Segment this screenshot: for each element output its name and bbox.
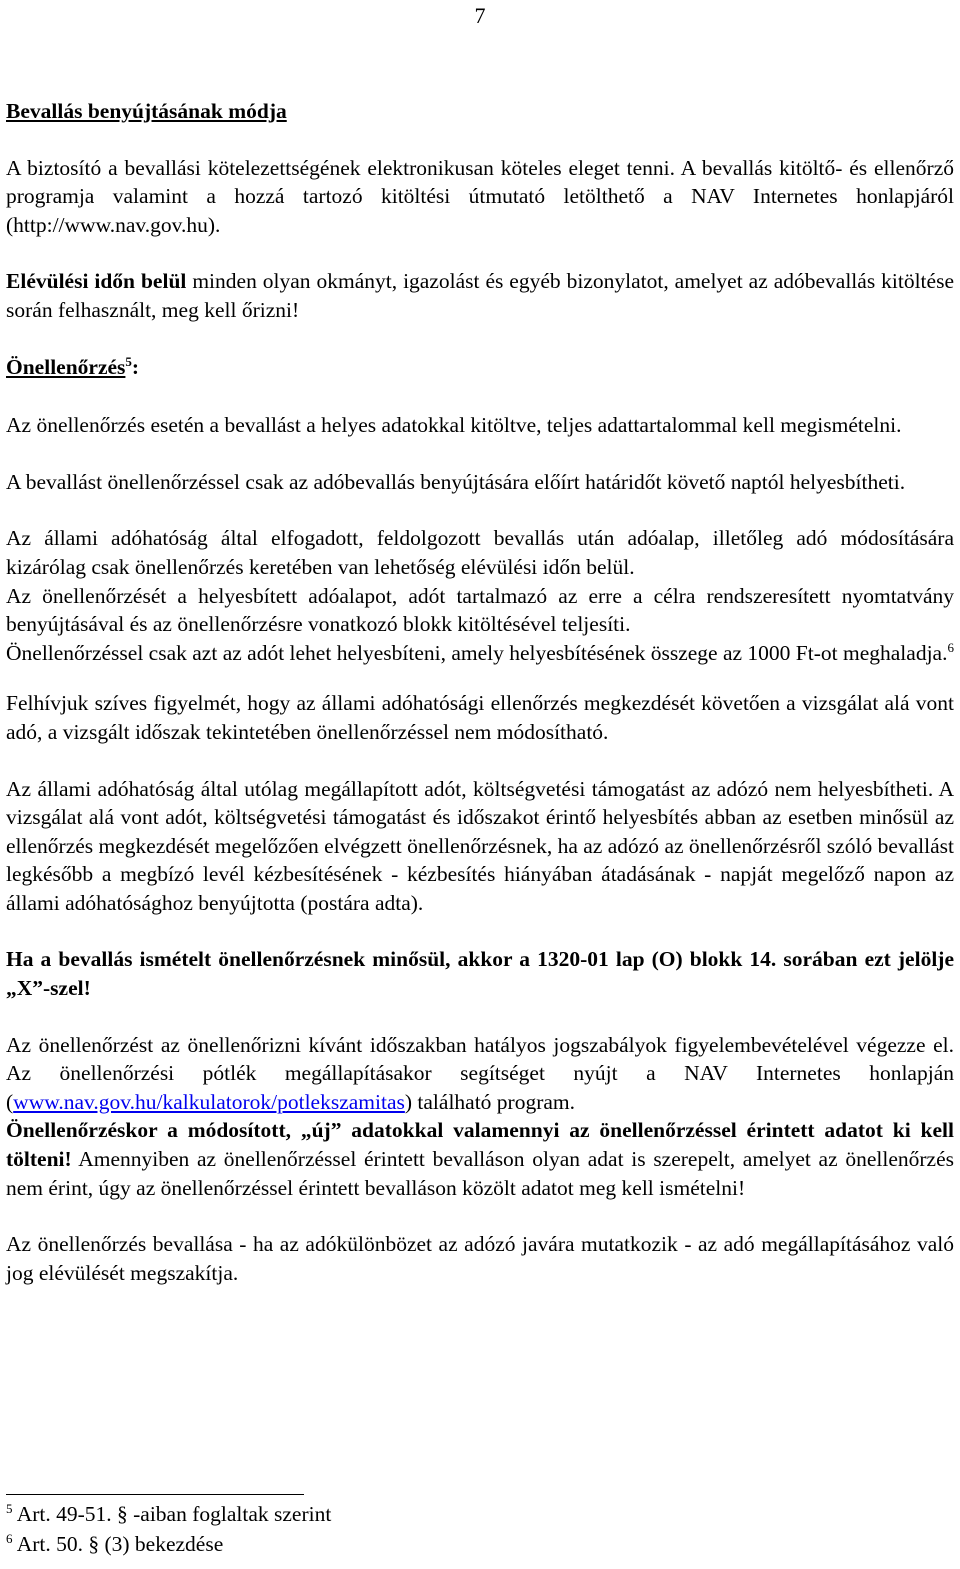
self-check-heading-text: Önellenőrzés: [6, 354, 126, 379]
retention-bold-phrase: Elévülési időn belül: [6, 269, 187, 294]
paragraph-submission-form: Az önellenőrzését a helyesbített adóalapot, adót tartalmazó az erre a célra rendszeresített nyomtatvány benyújtásával és az önellenőrzésre vonatkozó blokk kitöltésével teljesíti.: [6, 583, 954, 637]
footnote-text: Art. 49-51. § -aiban foglaltak szerint: [12, 1502, 332, 1526]
section-heading: Bevallás benyújtásának módja: [6, 99, 287, 123]
document-body: [6, 97, 954, 1287]
paragraph-retention: [6, 267, 954, 324]
paragraph-modification: Az állami adóhatóság által elfogadott, feldolgozott bevallás után adóalap, illetőleg adó módosítására kizárólag csak önellenőrzés keretében van lehetőség elévülési időn belül.: [6, 526, 954, 579]
threshold-text: Önellenőrzéssel csak azt az adót lehet helyesbíteni, amely helyesbítésének összege az 1000 Ft-ot meghaladja.: [6, 640, 948, 665]
calculator-link[interactable]: www.nav.gov.hu/kalkulatorok/potlekszamitas: [13, 1089, 405, 1114]
paragraph-correction-deadline: A bevallást önellenőrzéssel csak az adóbevallás benyújtására előírt határidőt követő naptól helyesbítheti.: [6, 469, 906, 494]
paragraph-fill-all: [6, 1116, 954, 1202]
paragraph-law-calculator: [6, 1031, 954, 1117]
footnote-number: 6: [6, 1531, 13, 1546]
footnote-text: Art. 50. § (3) bekezdése: [12, 1532, 224, 1556]
fill-all-text: Amennyiben az önellenőrzéssel érintett bevalláson olyan adat is szerepelt, amelyet az önellenőrzés nem érint, úgy az önellenőrzéssel érintett bevalláson közölt adatot meg kell ismételni!: [6, 1147, 954, 1200]
paragraph-repeat: Az önellenőrzés esetén a bevallást a helyes adatokkal kitöltve, teljes adattartalommal kell megismételni.: [6, 413, 902, 438]
footnote-number: 5: [6, 1501, 13, 1516]
paragraph-repeat-mark: Ha a bevallás ismételt önellenőrzésnek minősül, akkor a 1320-01 lap (O) blokk 14. sorában ezt jelölje „X”-szel!: [6, 947, 954, 1001]
footnote-ref-6: 6: [947, 639, 954, 655]
retention-text: minden olyan okmányt, igazolást és egyéb bizonylatot, amelyet az adóbevallás kitöltése során felhasznált, meg kell őrizni!: [6, 269, 954, 322]
law-text-end: ) található program.: [404, 1089, 576, 1114]
page-number: 7: [474, 3, 486, 28]
fill-all-bold: Önellenőrzéskor a módosított, „új” adatokkal valamennyi az önellenőrzéssel érintett adatot ki kell tölteni!: [6, 1118, 954, 1172]
footnote-6: [6, 1529, 954, 1559]
footnote-5: [6, 1499, 954, 1529]
law-text: Az önellenőrzést az önellenőrizni kívánt időszakban hatályos jogszabályok figyelembevételével végezze el. Az önellenőrzési pótlék megállapításakor segítséget nyújt a NAV Internetes honlapján (: [6, 1032, 954, 1114]
paragraph-submission: A biztosító a bevallási kötelezettségének elektronikusan köteles eleget tenni. A bevallás kitöltő- és ellenőrző programja valamint a hozzá tartozó kitöltési útmutató letölthető a NAV Internetes honlapjáról (http://www.nav.gov.hu).: [6, 155, 954, 237]
paragraph-authority: Az állami adóhatóság által utólag megállapított adót, költségvetési támogatást az adózó nem helyesbítheti. A vizsgálat alá vont adót, költségvetési támogatást és időszakot érintő helyesbítés abban az esetben minősül az ellenőrzés megkezdését megelőzően elvégzett önellenőrzésnek, ha az adózó az önellenőrzésről szóló bevallást legkésőbb a megbízó levél kézbesítésének - kézbesítés hiányában átadásának - napját megelőző napon az állami adóhatósághoz benyújtotta (postára adta).: [6, 776, 954, 915]
paragraph-audit-notice: Felhívjuk szíves figyelmét, hogy az állami adóhatósági ellenőrzés megkezdését követően a vizsgálat alá vont adó, a vizsgált időszak tekintetében önellenőrzéssel nem módosítható.: [6, 691, 954, 744]
footnotes: [6, 1494, 954, 1559]
self-check-heading: [6, 353, 954, 382]
self-check-heading-colon: :: [131, 354, 140, 379]
footnote-ref-5: 5: [125, 353, 132, 369]
footnote-divider: [6, 1494, 304, 1495]
paragraph-threshold: [6, 639, 954, 668]
paragraph-limitation: Az önellenőrzés bevallása - ha az adókülönbözet az adózó javára mutatkozik - az adó megállapításához való jog elévülését megszakítja.: [6, 1232, 954, 1285]
